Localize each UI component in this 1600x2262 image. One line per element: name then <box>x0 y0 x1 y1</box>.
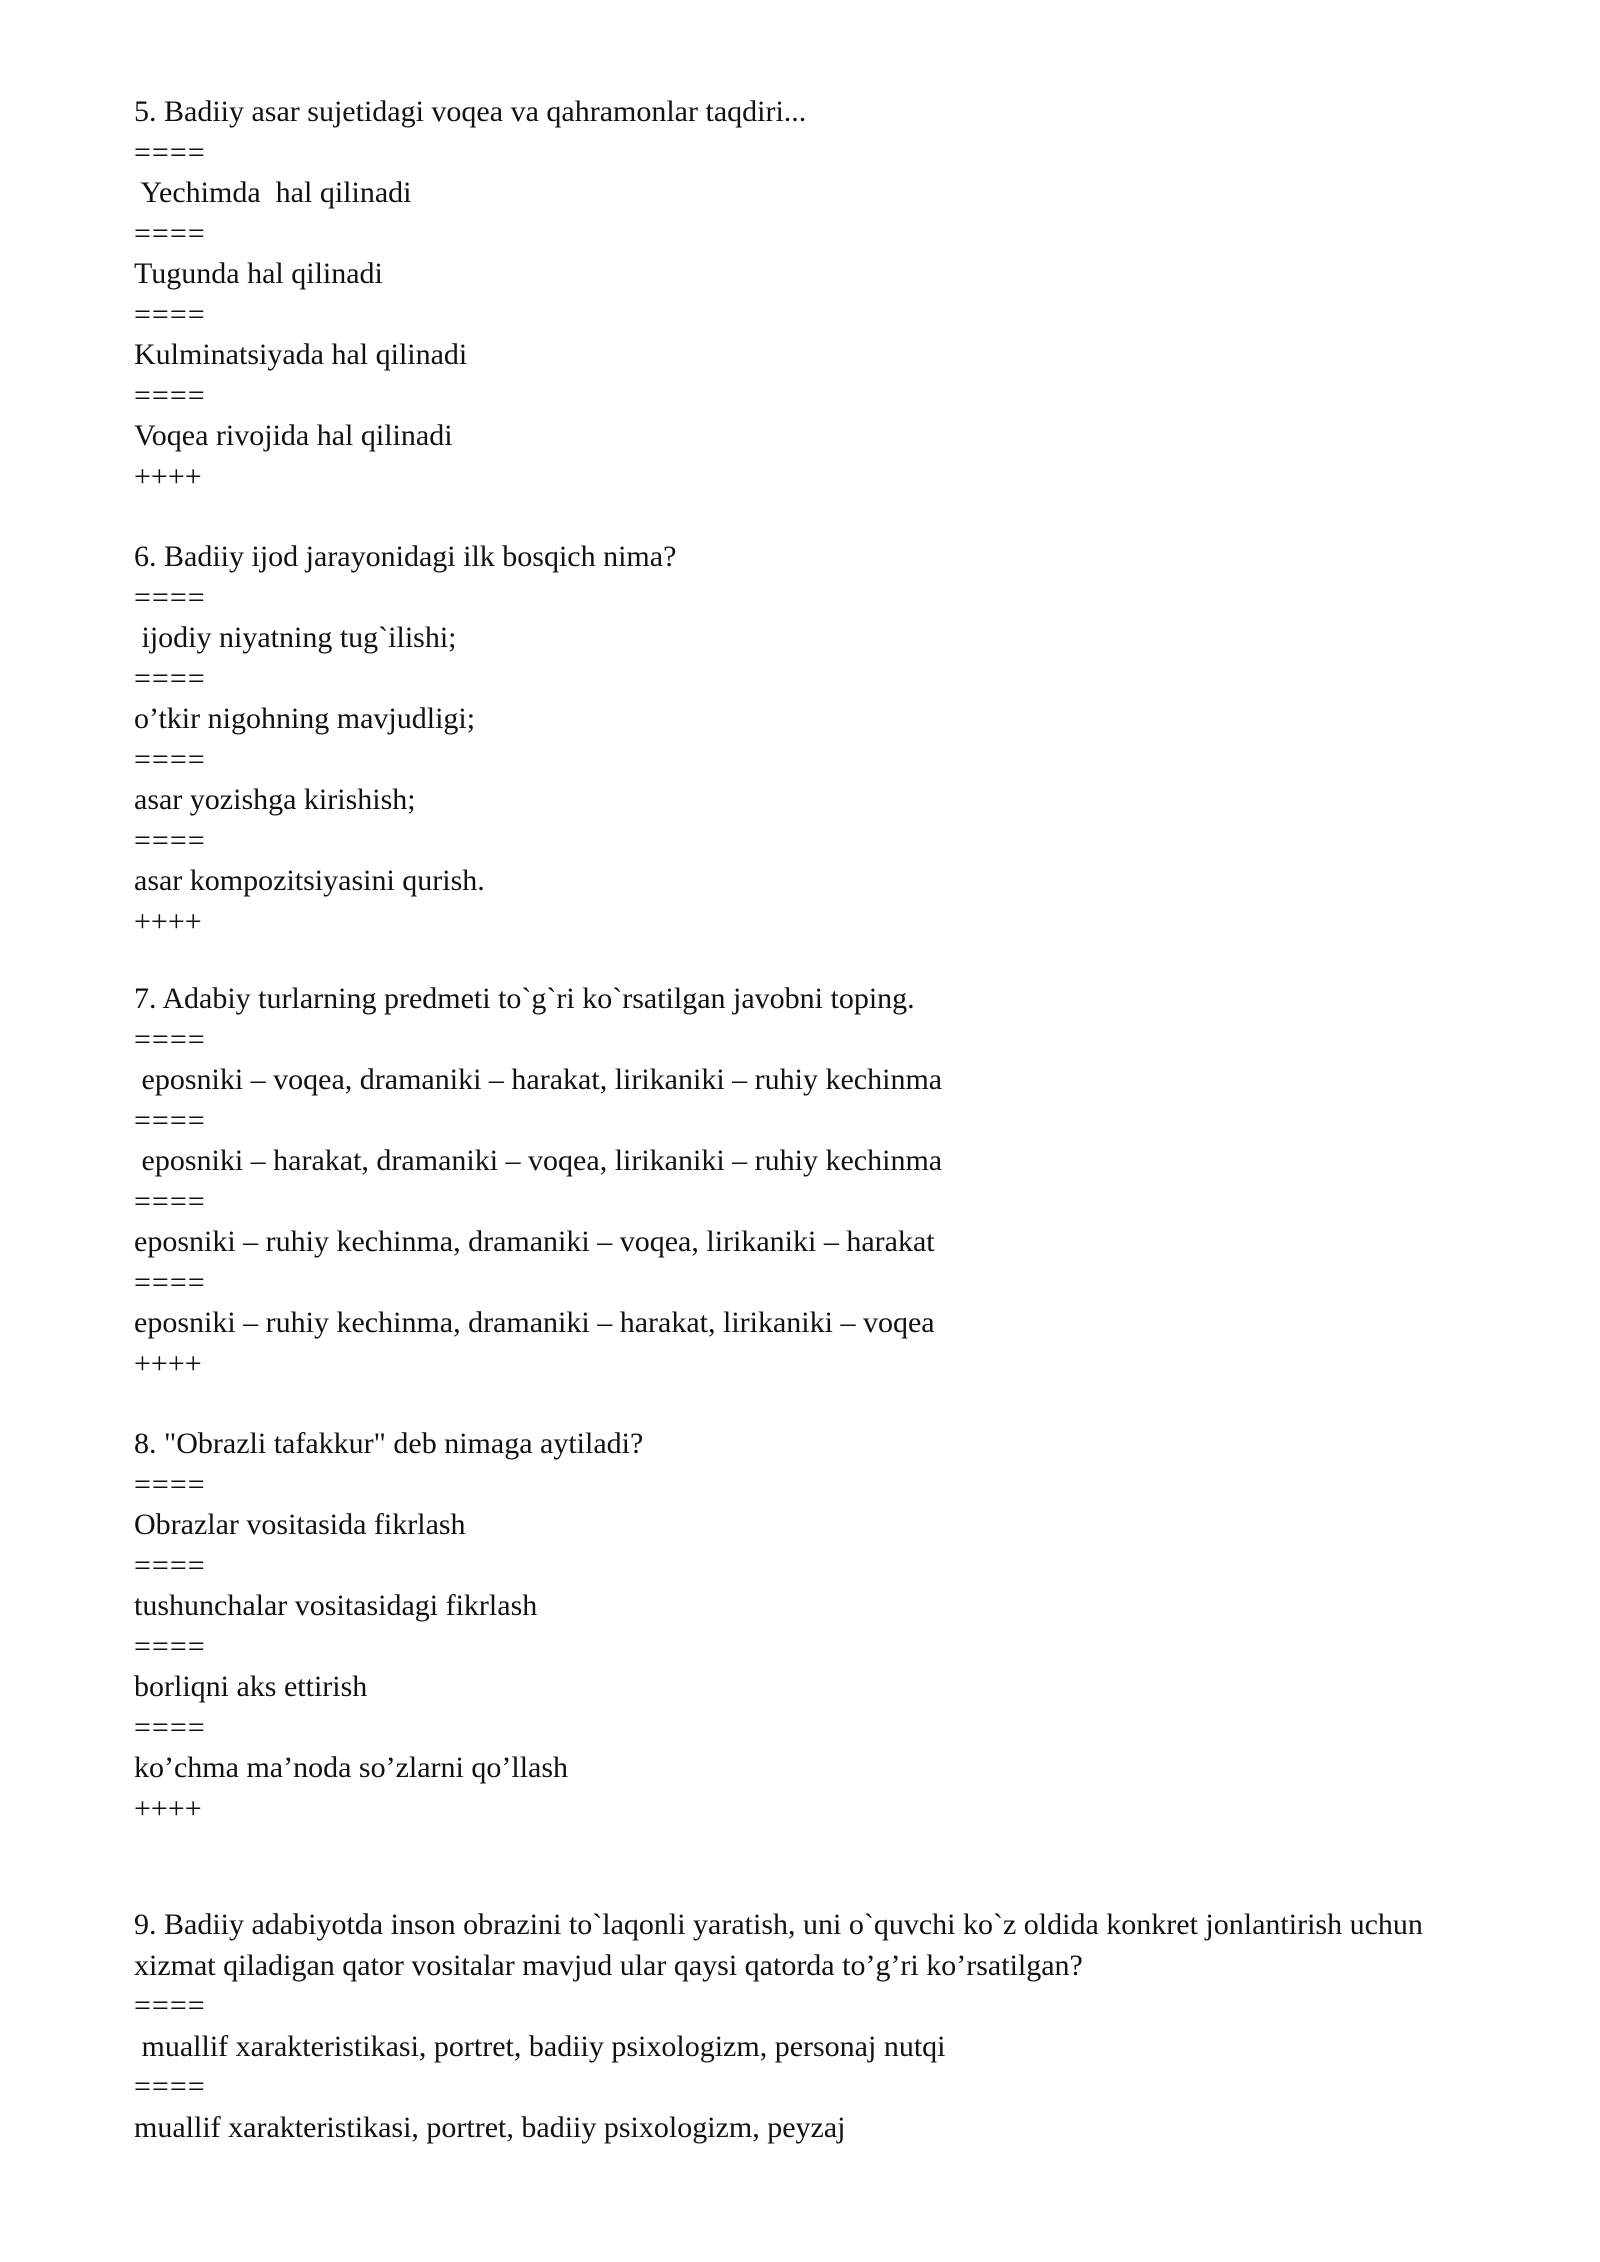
question-end-marker: ++++ <box>134 1791 202 1825</box>
question-text: 8. "Obrazli tafakkur" deb nimaga aytiladi? <box>134 1427 644 1460</box>
answer-option: asar kompozitsiyasini qurish. <box>134 864 485 897</box>
spacer <box>134 1829 1474 1905</box>
answer-option: eposniki – voqea, dramaniki – harakat, lirikaniki – ruhiy kechinma <box>134 1063 943 1096</box>
answer-option: eposniki – ruhiy kechinma, dramaniki – voqea, lirikaniki – harakat <box>134 1225 935 1258</box>
option-separator: ==== <box>134 216 206 250</box>
question-block-5 <box>134 92 1474 497</box>
option-separator: ==== <box>134 580 206 614</box>
question-text: 7. Adabiy turlarning predmeti to`g`ri ko`rsatilgan javobni toping. <box>134 982 915 1015</box>
question-block-9 <box>134 1905 1474 2148</box>
option-separator: ==== <box>134 1103 206 1137</box>
spacer <box>134 942 1474 979</box>
question-end-marker: ++++ <box>134 459 202 493</box>
option-separator: ==== <box>134 297 206 331</box>
question-end-marker: ++++ <box>134 1346 202 1380</box>
option-separator: ==== <box>134 1022 206 1056</box>
option-separator: ==== <box>134 1467 206 1501</box>
question-block-7 <box>134 979 1474 1384</box>
option-separator: ==== <box>134 1265 206 1299</box>
option-separator: ==== <box>134 661 206 695</box>
answer-option: ko’chma ma’noda so’zlarni qo’llash <box>134 1751 569 1784</box>
answer-option: eposniki – harakat, dramaniki – voqea, lirikaniki – ruhiy kechinma <box>134 1144 943 1177</box>
answer-option: muallif xarakteristikasi, portret, badiiy psixologizm, personaj nutqi <box>134 2029 946 2063</box>
answer-option: tushunchalar vositasidagi fikrlash <box>134 1589 538 1622</box>
question-end-marker: ++++ <box>134 904 202 938</box>
question-block-8 <box>134 1424 1474 1829</box>
question-block-6 <box>134 537 1474 942</box>
answer-option: Obrazlar vositasida fikrlash <box>134 1508 466 1541</box>
spacer <box>134 1384 1474 1424</box>
answer-option: Tugunda hal qilinadi <box>134 257 383 290</box>
question-text: 5. Badiiy asar sujetidagi voqea va qahramonlar taqdiri... <box>134 95 807 128</box>
option-separator: ==== <box>134 1184 206 1218</box>
option-separator: ==== <box>134 742 206 776</box>
answer-option: ijodiy niyatning tug`ilishi; <box>134 621 457 654</box>
spacer <box>134 497 1474 537</box>
option-separator: ==== <box>134 823 206 857</box>
option-separator: ==== <box>134 378 206 412</box>
option-separator: ==== <box>134 1710 206 1744</box>
answer-option: borliqni aks ettirish <box>134 1670 368 1703</box>
answer-option: Voqea rivojida hal qilinadi <box>134 419 453 452</box>
option-separator: ==== <box>134 135 206 169</box>
question-text: 6. Badiiy ijod jarayonidagi ilk bosqich nima? <box>134 540 677 573</box>
answer-option: asar yozishga kirishish; <box>134 783 416 816</box>
answer-option: Kulminatsiyada hal qilinadi <box>134 338 468 371</box>
option-separator: ==== <box>134 1548 206 1582</box>
answer-option: muallif xarakteristikasi, portret, badiiy psixologizm, peyzaj <box>134 2110 846 2144</box>
answer-option: o’tkir nigohning mavjudligi; <box>134 702 476 735</box>
option-separator: ==== <box>134 1989 206 2022</box>
option-separator: ==== <box>134 1629 206 1663</box>
answer-option: eposniki – ruhiy kechinma, dramaniki – harakat, lirikaniki – voqea <box>134 1306 935 1339</box>
document-content <box>134 92 1474 2148</box>
answer-option: Yechimda hal qilinadi <box>134 176 412 209</box>
option-separator: ==== <box>134 2070 206 2103</box>
question-text: 9. Badiiy adabiyotda inson obrazini to`laqonli yaratish, uni o`quvchi ko`z oldida konkret jonlantirish uchun xizmat qiladigan qator vositalar mavjud ular qaysi qatorda to’g’ri ko’rsatilgan? <box>134 1908 1431 1982</box>
